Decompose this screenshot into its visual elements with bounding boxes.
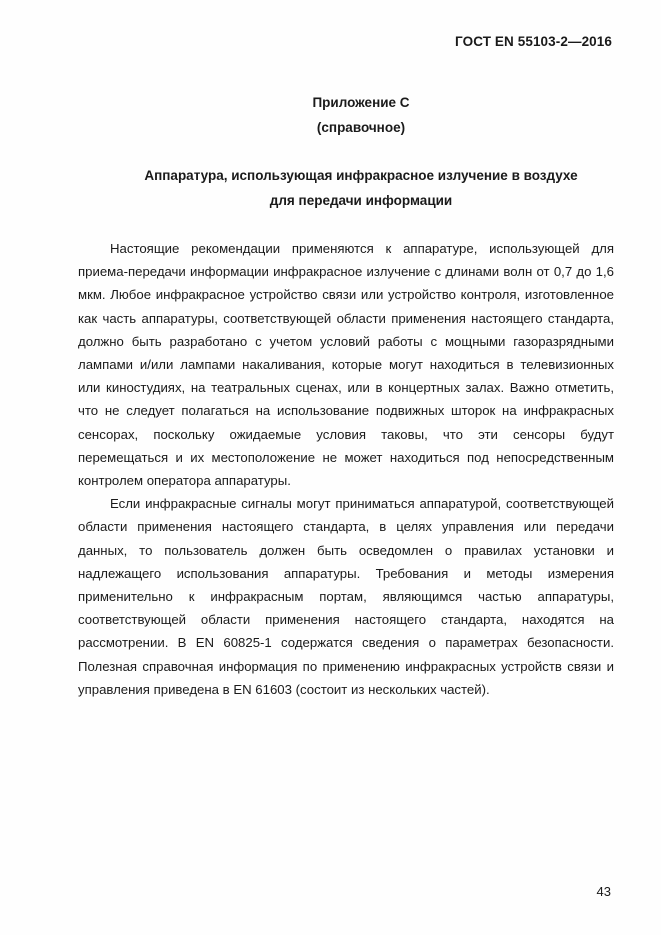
document-code: ГОСТ EN 55103-2—2016 [455, 34, 612, 49]
section-title-line2: для передачи информации [269, 193, 453, 208]
paragraph: Если инфракрасные сигналы могут приниматься аппаратурой, соответствующей области применения настоящего стандарта, в целях управления или передачи данных, то пользователь должен быть осведомлен о правилах установки и надлежащего использования аппаратуры. Требования и методы измерения применительно к инфракрасным портам, являющимся частью аппаратуры, соответствующей области применения настоящего стандарта, находятся на рассмотрении. В EN 60825-1 содержатся сведения о параметрах безопасности. Полезная справочная информация по применению инфракрасных устройств связи и управления приведена в EN 61603 (состоит из нескольких частей). [78, 496, 614, 697]
body-text [78, 237, 614, 701]
section-heading [0, 163, 661, 213]
page-number: 43 [596, 884, 611, 899]
paragraph: Настоящие рекомендации применяются к аппаратуре, использующей для приема-передачи информации инфракрасное излучение с длинами волн от 0,7 до 1,6 мкм. Любое инфракрасное устройство связи или устройство контроля, изготовленное как часть аппаратуры, соответствующей области применения настоящего стандарта, должно быть разработано с учетом условий работы с мощными газоразрядными лампами и/или лампами накаливания, которые могут находиться в телевизионных или киностудиях, на театральных сценах, или в концертных залах. Важно отметить, что не следует полагаться на использование подвижных шторок на инфракрасных сенсорах, поскольку ожидаемые условия таковы, что эти сенсоры будут перемещаться и их местоположение не может находиться под непосредственным контролем оператора аппаратуры. [78, 241, 614, 489]
annex-title: Приложение С [312, 95, 410, 110]
annex-subtitle: (справочное) [316, 120, 406, 135]
section-title-line1: Аппаратура, использующая инфракрасное излучение в воздухе [144, 168, 578, 183]
annex-heading [0, 90, 661, 140]
